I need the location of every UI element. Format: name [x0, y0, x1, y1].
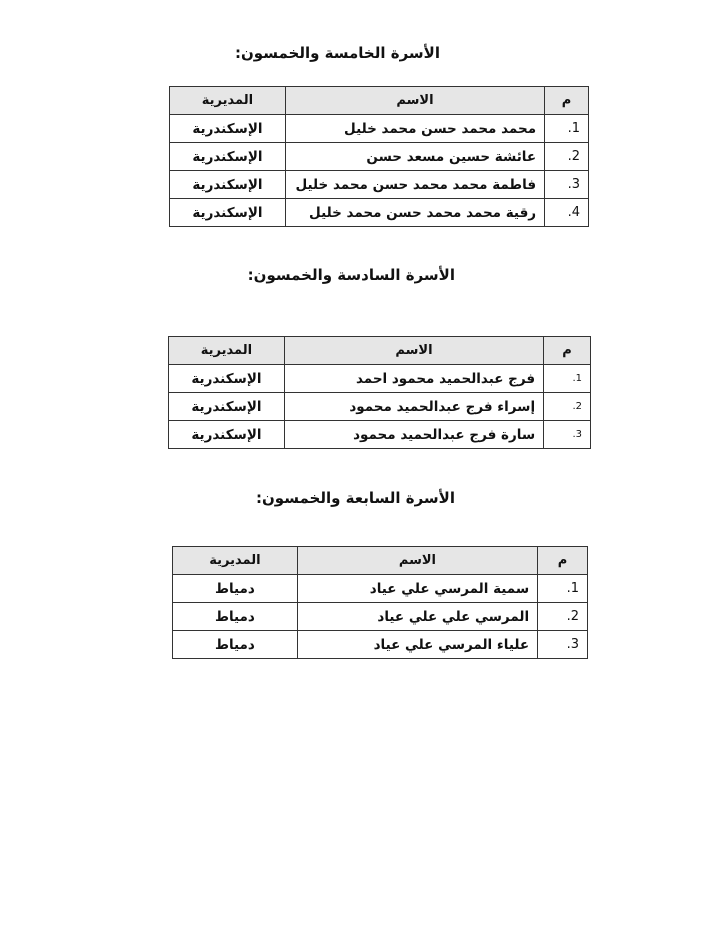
row-name: عائشة حسين مسعد حسن: [285, 143, 544, 171]
section-title-family-57: الأسرة السابعة والخمسون:: [256, 489, 455, 507]
header-name: الاسم: [285, 87, 544, 115]
row-num: 1.: [538, 575, 588, 603]
table-row: [173, 631, 588, 659]
row-name: سارة فرج عبدالحميد محمود: [284, 421, 543, 449]
row-name: إسراء فرج عبدالحميد محمود: [284, 393, 543, 421]
row-gov: الإسكندرية: [169, 421, 285, 449]
table-row: [170, 199, 589, 227]
row-name: فرج عبدالحميد محمود احمد: [284, 365, 543, 393]
table-row: [170, 171, 589, 199]
header-num: م: [544, 337, 591, 365]
row-name: محمد محمد حسن محمد خليل: [285, 115, 544, 143]
row-num: 3.: [545, 171, 589, 199]
row-gov: الإسكندرية: [170, 171, 286, 199]
row-gov: دمياط: [173, 631, 298, 659]
table-row: [170, 115, 589, 143]
row-gov: الإسكندرية: [170, 143, 286, 171]
table-row: [173, 603, 588, 631]
row-num: 2.: [545, 143, 589, 171]
row-gov: الإسكندرية: [170, 199, 286, 227]
row-gov: دمياط: [173, 575, 298, 603]
family-56-table: [168, 336, 591, 449]
row-gov: الإسكندرية: [169, 365, 285, 393]
row-gov: دمياط: [173, 603, 298, 631]
row-num: 3.: [538, 631, 588, 659]
table-row: [169, 421, 591, 449]
section-title-family-56: الأسرة السادسة والخمسون:: [247, 266, 455, 284]
header-gov: المديرية: [173, 547, 298, 575]
row-num: 4.: [545, 199, 589, 227]
row-num: 3.: [544, 421, 591, 449]
row-name: رقية محمد محمد حسن محمد خليل: [285, 199, 544, 227]
row-gov: الإسكندرية: [169, 393, 285, 421]
row-name: فاطمة محمد محمد حسن محمد خليل: [285, 171, 544, 199]
table-header-row: [173, 547, 588, 575]
row-gov: الإسكندرية: [170, 115, 286, 143]
header-num: م: [538, 547, 588, 575]
table-row: [173, 575, 588, 603]
family-55-table: [169, 86, 589, 227]
header-gov: المديرية: [170, 87, 286, 115]
family-57-table: [172, 546, 588, 659]
table-header-row: [169, 337, 591, 365]
row-name: المرسي علي علي عياد: [297, 603, 537, 631]
header-name: الاسم: [297, 547, 537, 575]
header-name: الاسم: [284, 337, 543, 365]
table-header-row: [170, 87, 589, 115]
header-num: م: [545, 87, 589, 115]
row-name: علياء المرسي علي عياد: [297, 631, 537, 659]
table-row: [170, 143, 589, 171]
table-row: [169, 393, 591, 421]
row-num: 1.: [545, 115, 589, 143]
row-num: 1.: [544, 365, 591, 393]
row-name: سمية المرسي علي عياد: [297, 575, 537, 603]
table-row: [169, 365, 591, 393]
row-num: 2.: [538, 603, 588, 631]
section-title-family-55: الأسرة الخامسة والخمسون:: [235, 44, 440, 62]
row-num: 2.: [544, 393, 591, 421]
header-gov: المديرية: [169, 337, 285, 365]
